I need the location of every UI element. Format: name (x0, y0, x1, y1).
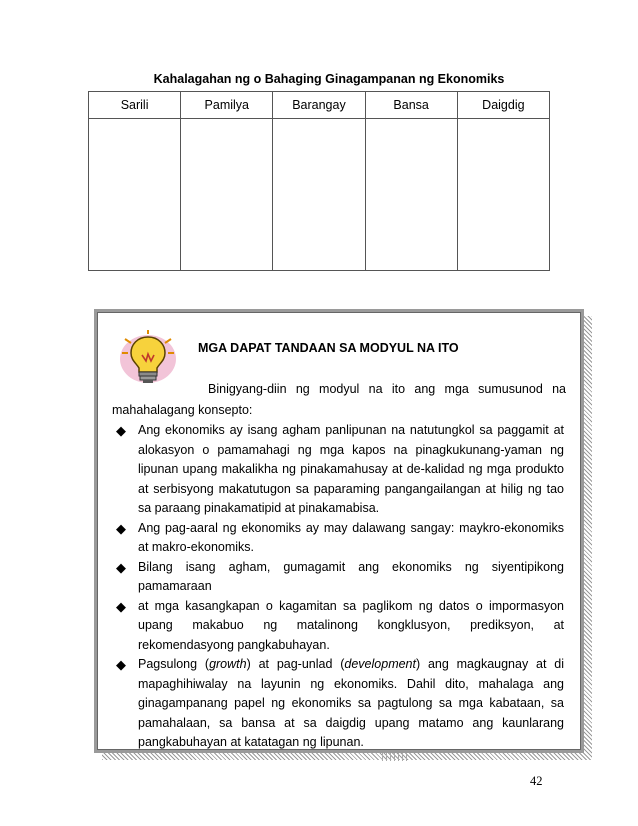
table-header-row (89, 92, 550, 119)
diamond-bullet-icon: ◆ (116, 423, 126, 438)
point-text: Ang pag-aaral ng ekonomiks ay may dalawang sangay: maykro-ekonomiks at makro-ekonomiks. (138, 520, 564, 554)
list-item (112, 558, 564, 597)
term-development: development (344, 657, 416, 671)
list-item (112, 655, 564, 753)
page-number: 42 (530, 774, 543, 788)
column-header-bansa: Bansa (365, 92, 457, 119)
diamond-bullet-icon: ◆ (116, 559, 126, 575)
key-points-list (112, 421, 564, 753)
reminder-intro (112, 379, 566, 421)
answer-row (89, 119, 550, 271)
point-text-part: Pagsulong ( (138, 657, 210, 671)
economics-role-table (88, 91, 550, 271)
table-title: Kahalagahan ng o Bahaging Ginagampanan ng Ekonomiks (153, 72, 505, 86)
reminder-title: MGA DAPAT TANDAAN SA MODYUL NA ITO (198, 341, 459, 355)
point-text (138, 657, 564, 749)
term-growth: growth (209, 657, 247, 671)
column-header-barangay: Barangay (273, 92, 365, 119)
point-text: Bilang isang agham, gumagamit ang ekonomiks ng siyentipikong pamamaraan (138, 559, 564, 593)
diamond-bullet-icon: ◆ (116, 657, 126, 672)
answer-cell-sarili[interactable] (89, 119, 181, 271)
scan-artifact (382, 753, 410, 761)
answer-cell-daigdig[interactable] (457, 119, 549, 271)
reminder-box-inner (97, 312, 581, 750)
diamond-bullet-icon: ◆ (116, 520, 126, 536)
reminder-box (94, 309, 584, 753)
list-item (112, 519, 564, 558)
point-text: at mga kasangkapan o kagamitan sa paglikom ng datos o impormasyon upang makabuo ng matalinong kongklusyon, prediksyon, at rekomendasyong pangkabuhayan. (138, 598, 564, 652)
reminder-intro-text: Binigyang-diin ng modyul na ito ang mga sumusunod na mahahalagang konsepto: (112, 382, 566, 417)
answer-cell-pamilya[interactable] (181, 119, 273, 271)
point-text-part: ) ang magkaugnay at di mapaghihiwalay na layunin ng ekonomiks. Dahil dito, mahalaga ang ginagampanang papel ng ekonomiks sa pagtulong sa mga kabataan, sa pamahalaan, sa bansa at sa daigdig upang matamo ang kaunlarang pangkabuhayan at katatagan ng lipunan. (138, 657, 564, 749)
list-item (112, 421, 564, 519)
point-text: Ang ekonomiks ay isang agham panlipunan na natutungkol sa paggamit at alokasyon o pamamahagi ng mga kapos na pinagkukunang-yaman ng lipunan upang makalikha ng pinakamahusay at de-kalidad ng mga produkto at serbisyong makatutugon sa paparaming pangangailangan at hilig ng tao sa paraang pinakamatipid at pinakamabisa. (138, 423, 564, 515)
column-header-sarili: Sarili (89, 92, 181, 119)
column-header-pamilya: Pamilya (181, 92, 273, 119)
list-item (112, 597, 564, 656)
answer-cell-bansa[interactable] (365, 119, 457, 271)
lightbulb-icon (118, 329, 178, 385)
point-text-part: ) at pag-unlad ( (246, 657, 345, 671)
diamond-bullet-icon: ◆ (116, 598, 126, 614)
answer-cell-barangay[interactable] (273, 119, 365, 271)
column-header-daigdig: Daigdig (457, 92, 549, 119)
